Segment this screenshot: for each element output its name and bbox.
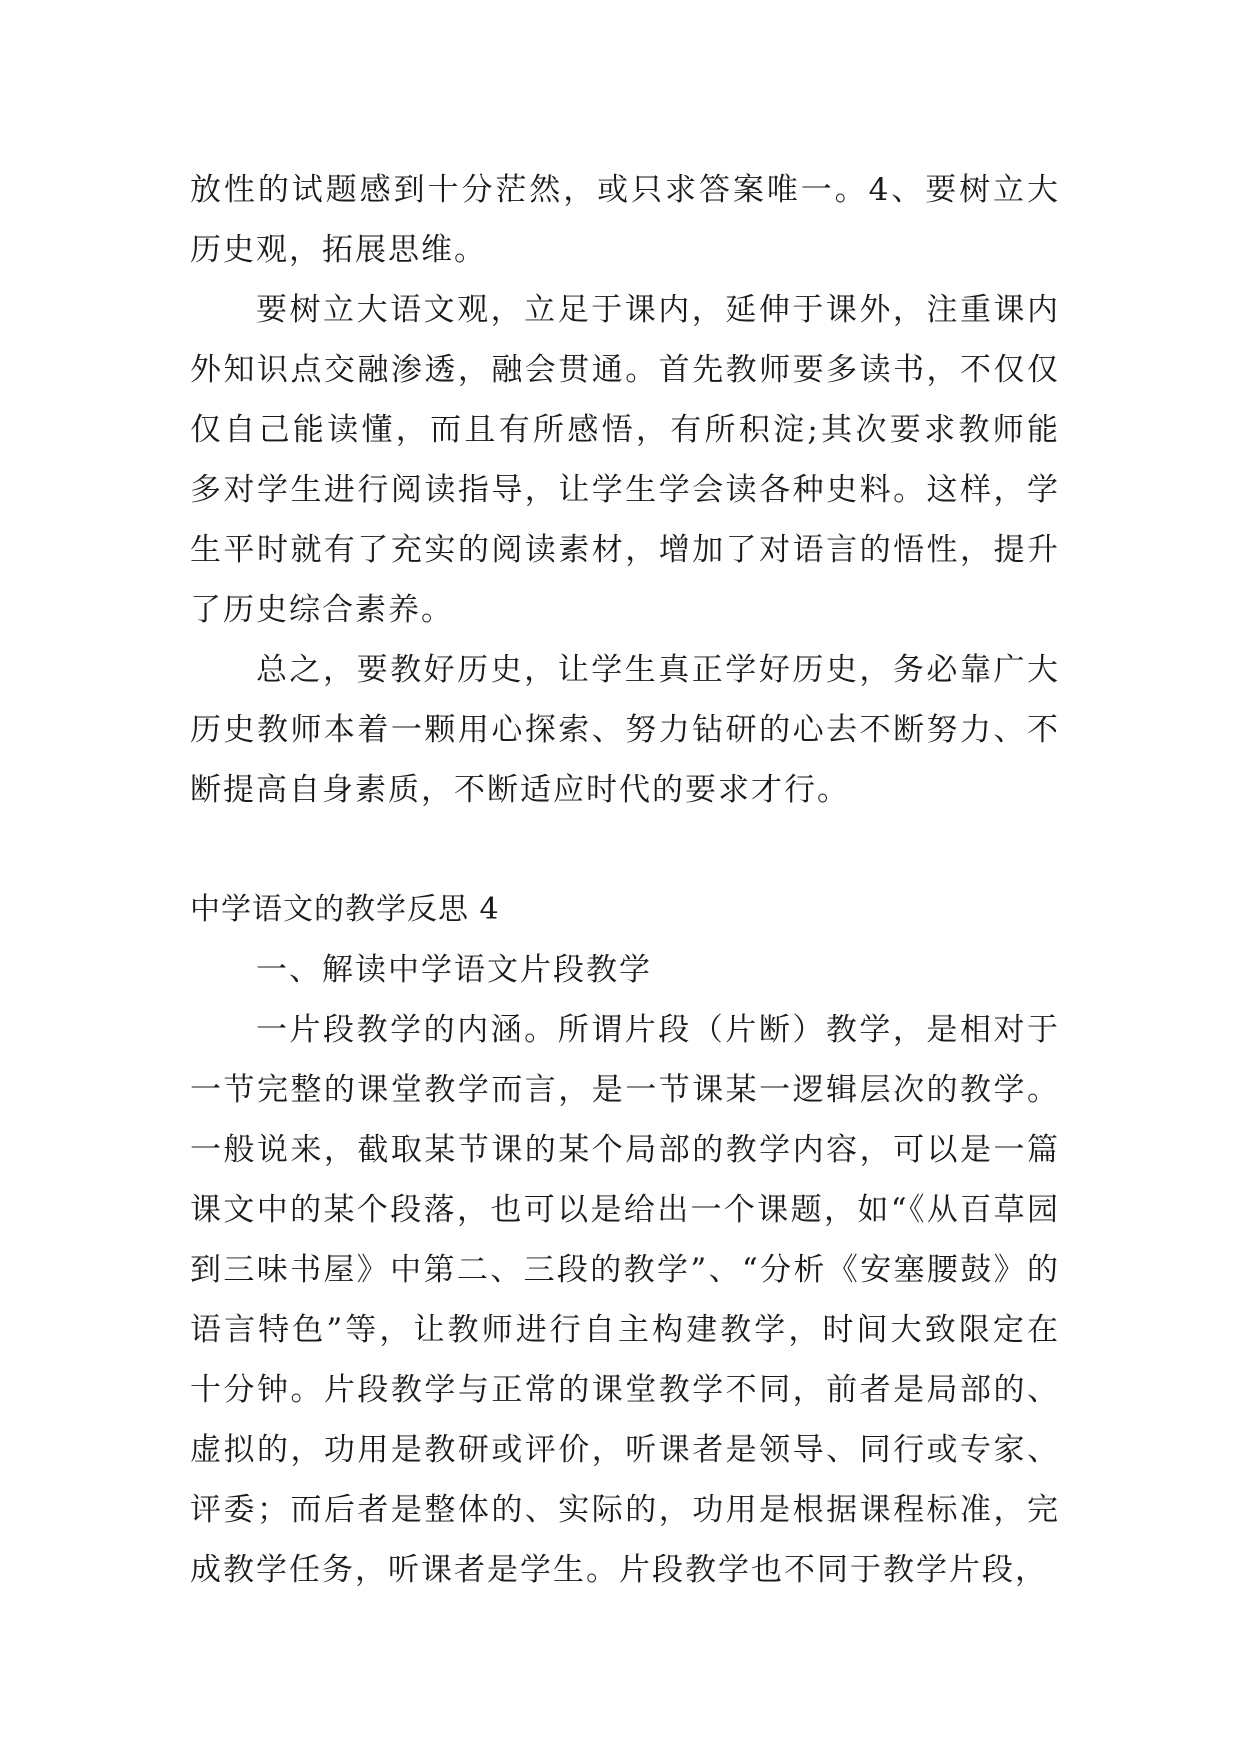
section-title: 中学语文的教学反思 4: [190, 892, 500, 927]
paragraph-conclusion: 总之，要教好历史，让学生真正学好历史，务必靠广大历史教师本着一颗用心探索、努力钻研的心去不断努力、不断提高自身素质，不断适应时代的要求才行。: [190, 652, 1060, 808]
paragraph-reading-guidance: 要树立大语文观，立足于课内，延伸于课外，注重课内外知识点交融渗透，融会贯通。首先教师要多读书，不仅仅仅自己能读懂，而且有所感悟，有所积淀;其次要求教师能多对学生进行阅读指导，让学生学会读各种史料。这样，学生平时就有了充实的阅读素材，增加了对语言的悟性，提升了历史综合素养。: [190, 292, 1060, 628]
subheading: 一、解读中学语文片段教学: [256, 952, 652, 988]
paragraph-segment-teaching: 一片段教学的内涵。所谓片段（片断）教学，是相对于一节完整的课堂教学而言，是一节课某一逻辑层次的教学。一般说来，截取某节课的某个局部的教学内容，可以是一篇课文中的某个段落，也可以是给出一个课题，如“《从百草园到三味书屋》中第二、三段的教学”、“分析《安塞腰鼓》的语言特色”等，让教师进行自主构建教学，时间大致限定在十分钟。片段教学与正常的课堂教学不同，前者是局部的、虚拟的，功用是教研或评价，听课者是领导、同行或专家、评委；而后者是整体的、实际的，功用是根据课程标准，完成教学任务，听课者是学生。片段教学也不同于教学片段，: [190, 1012, 1060, 1588]
paragraph-continuation: 放性的试题感到十分茫然，或只求答案唯一。4、要树立大历史观，拓展思维。: [190, 172, 1060, 268]
document-body: [190, 160, 1060, 1600]
